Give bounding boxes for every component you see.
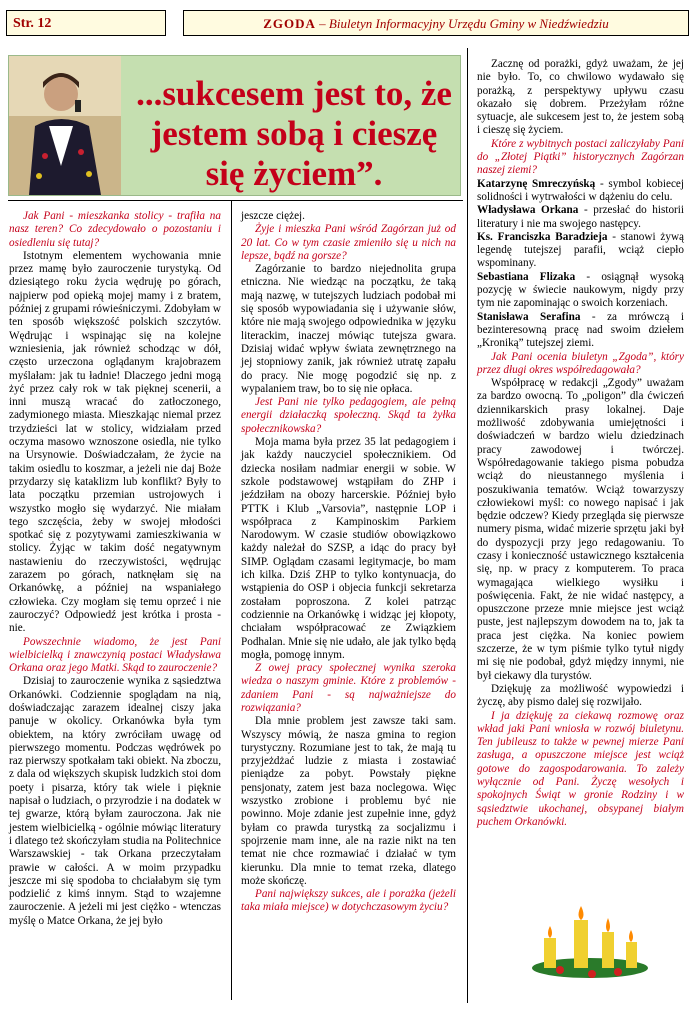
person-description: - osiągnął wysoką pozycję w świecie naukowym, nigdy przy tym nie zapominając o swoich korzeniach.	[477, 270, 684, 310]
interviewee-photo	[9, 56, 121, 195]
person-description: - symbol kobiecej solidności i wytrwałości w dążeniu do celu.	[477, 177, 684, 203]
text-column-3	[477, 58, 684, 829]
header-separator: –	[315, 16, 329, 31]
article-title: ...sukcesem jest to, że jestem sobą i cieszę się życiem”.	[136, 74, 452, 193]
interview-question: I ja dziękuję za ciekawą rozmowę oraz wkład jaki Pani wniosła w rozwój biuletynu. Ten jubileusz to także w pewnej mierze Pani zasługa, a opuszczone miejsce jest wciąż gotowe do zagospodarowania. To zależy wyłącznie od Pani. Życzę wesołych i spokojnych Świąt w gronie Rodziny i w sąsiedztwie ukochanej, obsypanej białym puchem Orkanówki.	[477, 709, 684, 828]
candles-illustration	[530, 890, 650, 980]
header-subtitle: Biuletyn Informacyjny Urzędu Gminy w Niedźwiedziu	[328, 16, 609, 31]
person-entry	[477, 204, 684, 231]
interview-question: Jak Pani ocenia biuletyn „Zgoda”, który przez długi okres współredagowała?	[477, 350, 684, 376]
answer-paragraph: Współpracę w redakcji „Zgody” uważam za bardzo owocną. To „poligon” dla ćwiczeń dziennikarskich prasy lokalnej. Daje możliwość zdobywania umiejętności i doświadczeń w bardzo wielu dziedzinach pracy zawodowej i twórczej. Współredagowanie takiego pisma pobudza wciąż do nieustannego myślenia i poszukiwania tematów. Wciąż towarzyszy człowiekowi myśl: co nowego napisać i jak będzie odczew? Kiedy przegląda się pierwsze numery pisma, widać mizerie sprzętu jaki był do dyspozycji przy jego redagowaniu. To czasy i konieczność ustawicznego kształcenia się, np. w pracy z komputerem. To praca wymagająca wielkiego wysiłku i poświęcenia. Fakt, że nie widać następcy, a opuszczone przeze mnie miejsce jest wciąż puste, jest najlepszym dowodem na to, jak ta praca jest ciężka. Na koniec powiem szczerze, że w tym piśmie tylko tytuł nigdy mi się nie podobał, gdyż między innymi, nie był ciekawy dla turystów.	[477, 377, 684, 682]
column-rule	[467, 48, 468, 1003]
answer-paragraph: Zagórzanie to bardzo niejednolita grupa etniczna. Nie wiedząc na początku, że taką mają nazwę, w tutejszych ludziach podobał mi się sposób wypowiadania się i używanie słów, które nie mają swojego odpowiednika w języku literackim, inaczej mówiąc tutejsza gwara. Dzisiaj widać wpływ świata zewnętrznego na jej stopniowy zanik, jak również utratę zapału do pracy. Nie mogę pogodzić się np. z wypalaniem traw, bo to się nie opłaca.	[241, 263, 456, 395]
interview-question: Jak Pani - mieszkanka stolicy - trafiła na nasz teren? Co zdecydowało o pozostaniu i osiedleniu się tutaj?	[9, 210, 221, 249]
person-name: Ks. Franciszka Baradzieja	[477, 230, 608, 243]
text-column-1	[9, 210, 221, 928]
running-header	[183, 10, 689, 36]
person-entry	[477, 178, 684, 205]
person-name: Stanisława Serafina	[477, 310, 581, 323]
text-column-2	[241, 210, 456, 915]
person-name: Katarzynę Smreczyńską	[477, 177, 596, 190]
answer-paragraph: Dziękuję za możliwość wypowiedzi i życzę, aby pismo dalej się rozwijało.	[477, 682, 684, 709]
interview-question: Jest Pani nie tylko pedagogiem, ale pełną energii działaczką społeczną. Skąd ta żyłka społecznikowska?	[241, 396, 456, 435]
paragraph-continued: jeszcze ciężej.	[241, 210, 305, 222]
page-number-box	[6, 10, 166, 36]
person-name: Sebastiana Flizaka	[477, 270, 576, 283]
answer-paragraph: Zacznę od porażki, gdyż uważam, że jej nie było. To, co chwilowo wydawało się porażką, z perspektywy upływu czasu okazało się dobrem. Przeżyłam różne sytuacje, ale sukcesem jest to, że jestem sobą i cieszę się życiem.	[477, 58, 684, 137]
person-description: - stanowi żywą legendę tutejszej parafii, wciąż ciepło wspominany.	[477, 230, 684, 270]
person-entry	[477, 271, 684, 311]
interview-question: Pani największy sukces, ale i porażka (jeżeli taka miała miejsce) w dotychczasowym życiu?	[241, 888, 456, 914]
answer-paragraph: Moja mama była przez 35 lat pedagogiem i jak każdy nauczyciel społecznikiem. Od dziecka nosiłam nadmiar energii w sobie. W szkole podstawowej wstąpiłam do ZHP i jeździłam na obozy harcerskie. Później było PTTK i Klub „Varsovia”, następnie LOP i współpraca z Kampinoskim Parkiem Narodowym. W czasie studiów obowiązkowo każdy należał do SZSP, a idąc do pracy był SIMP. Oglądam czasami legitymacje, bo mam ich kilka. Dziś ZHP to tylko kontynuacja, do wstąpienia do OSP i objecia funkcji sekretarza zostałam poproszona. Z kolei patrząc codziennie na Orkanówkę i widząc jej kłopoty, chciałam współpracować ze Związkiem Podhalan. Mnie się nie udało, ale jak tylko będą mogła, pomogę innym.	[241, 436, 456, 661]
person-description: - za mrówczą i bezinteresowną pracę nad swoim dziełem „Kroniką” tutejszej ziemi.	[477, 310, 685, 350]
page-number: Str. 12	[13, 16, 52, 31]
interview-question: Powszechnie wiadomo, że jest Pani wielbicielką i znawczynią postaci Władysława Orkana oraz jego Matki. Skąd to zauroczenie?	[9, 635, 221, 675]
person-name: Władysława Orkana	[477, 204, 579, 217]
answer-paragraph: Istotnym elementem wychowania mnie przez mamę było zauroczenie turystyką. Od dziesiątego roku życia wędruję po górach, najpierw pod opieką mojej mamy i z bratem, później z grupami rówieśniczymi. Zdobyłam w ten sposób większość polskich szczytów. Wędrując i wspinając się na kolejne wzniesienia, jak również schodząc w dół, często urzeczona oglądanym krajobrazem myślałam: jak tu ładnie! Dlaczego jedni mogą żyć przez cały rok w tak pięknej scenerii, a inni muszą wracać do zatłoczonego, zadymionego miasta. Mieszkając niemal przez trzydzieści lat w stolicy, widziałam przed oczyma masowo wznoszone osiedla, nie tylko na Ursynowie. Doświadczałam, że życie na takim osiedlu to koszmar, a jeżeli nie daj Boże przydarzy się kataklizm lub konflikt? Były to lata początku przemian ustrojowych i wszystko mogło się wydarzyć. Nie miałam tego szczęścia, żeby w swojej młodości spotkać się z pozytywami zamieszkiwania w stolicy. Żyjąc w takim dość negatywnym nastawieniu do rzeczywistości, wędrując zarazem po górach, natknęłam się na Orkanówkę, a później na wspaniałego człowieka. Czy mogłam się temu oprzeć i nie zauroczyć? Odpowiedź jest krótka i prosta - nie.	[9, 249, 221, 635]
interview-question: Żyje i mieszka Pani wśród Zagórzan już od 20 lat. Co w tym czasie zmieniło się u nich na lepsze, bądź na gorsze?	[241, 223, 456, 262]
person-entry	[477, 231, 684, 271]
divider	[8, 200, 463, 201]
title-banner	[8, 55, 461, 196]
person-entry	[477, 311, 684, 351]
answer-paragraph: Dla mnie problem jest zawsze taki sam. Wszyscy mówią, że nasza gmina to region turystyczny. Rozumiane jest to tak, że mają tu przyjeżdżać ludzie z miasta i zostawiać pieniądze za pobyt. Powstały piękne pensjonaty, zatem jest baza noclegowa. Więc wszystko zrobione i problemu być nie powinno. Moje zdanie jest zupełnie inne, gdyż byłam co prawda turystką za socjalizmu i spojrzenie mam inne, ale na razie nikt na ten temat nie chce rozmawiać i działać w tym kierunku. Dla mnie to temat rzeka, dlatego może skończę.	[241, 715, 456, 887]
person-description: - przesłać do historii literatury i nie ma swojego następcy.	[477, 204, 684, 230]
column-rule	[231, 200, 232, 1000]
answer-paragraph: Dzisiaj to zauroczenie wynika z sąsiedztwa Orkanówki. Codziennie spoglądam na nią, doświadczając zarazem idealnej ciszy jaka panuje w okolicy. Orkanówka była tym obiektem, na który zwróciłam uwagę od pierwszego momentu. Podczas wędrówek po raz pierwszy spotkałam taki obiekt. Na zboczu, z dala od większych skupisk ludzkich stoi dom poety i pisarza, który tak wiele i pięknie napisał o ludziach, o przyrodzie i na dodatek w tej gwarze, którą byłam zauroczona. Jak nie jestem wielbicielką - ogólnie mówiąc literatury i dlatego też skończyłam studia na Politechnice Warszawskiej - tak Orkana przeczytałam prawie w całości. A w moim przypadku jeszcze mi się spodoba to chciałabym się tym podzielić z kimś innym. Stąd to wzajemne zauroczenie. A jeżeli mi jest ciężko - wtenczas myślę o Matce Orkana, że jej było	[9, 675, 221, 927]
interview-question: Z owej pracy społecznej wynika szeroka wiedza o naszym gminie. Które z problemów - zdaniem Pani - są najważniejsze do rozwiązania?	[241, 662, 456, 714]
header-brand: ZGODA	[263, 16, 316, 31]
interview-question: Które z wybitnych postaci zaliczyłaby Pani do „Złotej Piątki” historycznych Zagórzan naszej ziemi?	[477, 137, 684, 177]
